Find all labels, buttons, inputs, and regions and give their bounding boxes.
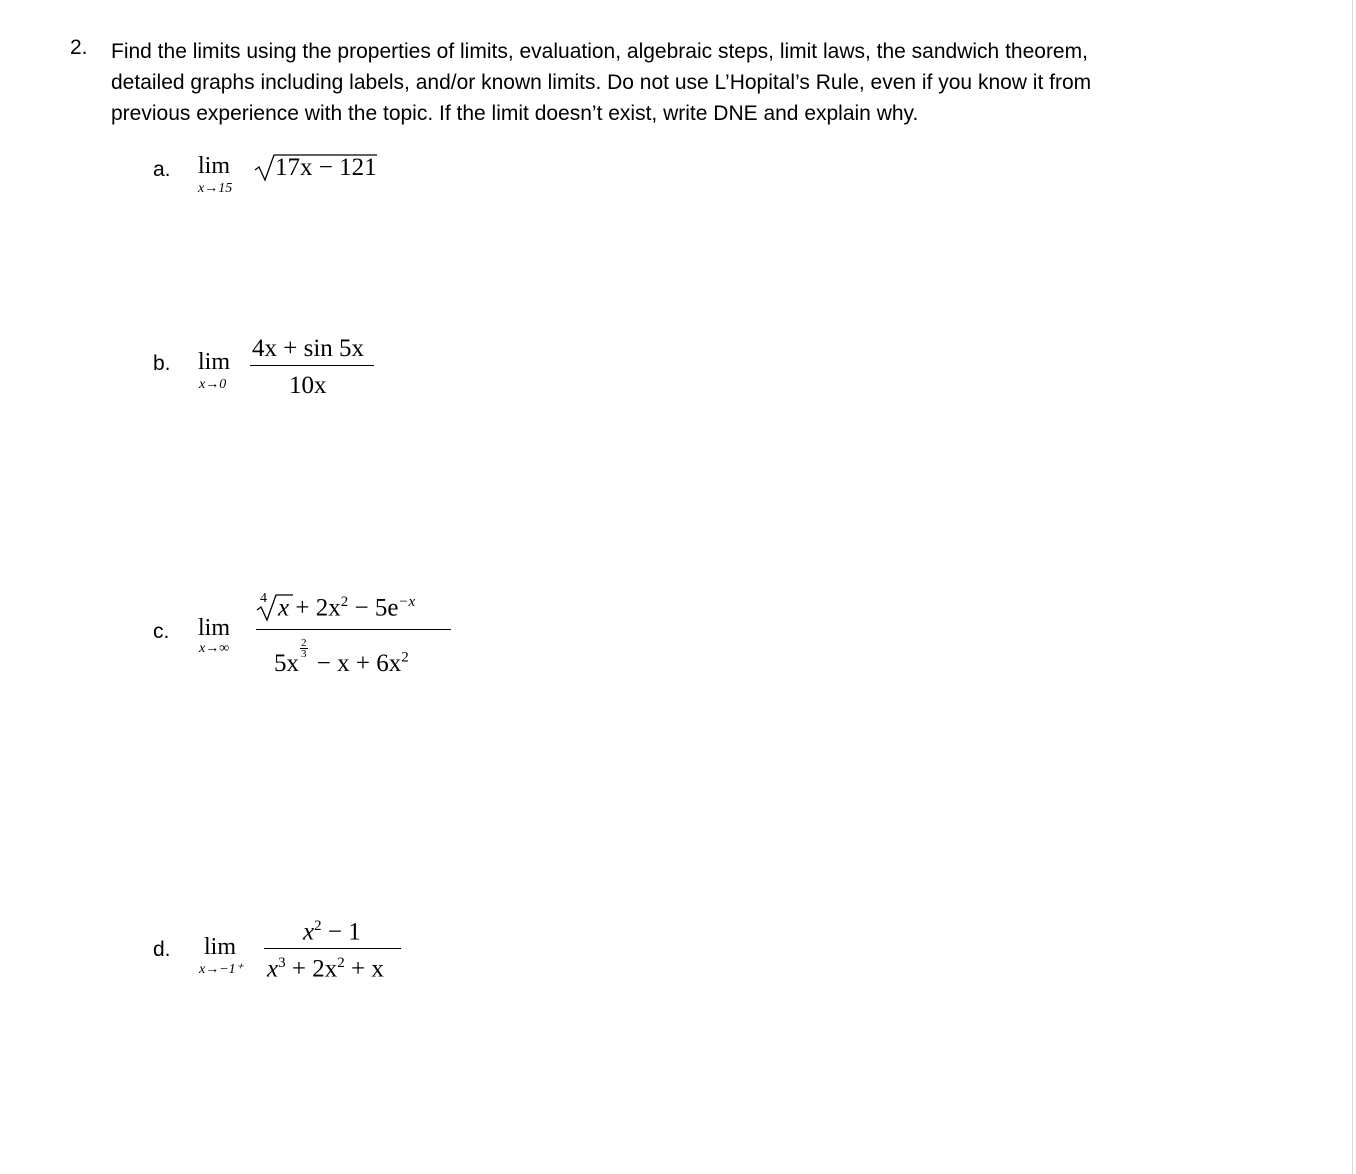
part-c-den-start: 5x <box>274 650 299 677</box>
part-b-label: b. <box>153 352 171 375</box>
instruction-line-1: Find the limits using the properties of limits, evaluation, algebraic steps, limit laws, the sandwich theorem, <box>111 40 1088 63</box>
part-c-numerator <box>278 594 415 622</box>
part-d-label: d. <box>153 938 171 961</box>
part-a-label: a. <box>153 158 171 181</box>
part-c-num-exponent-2: 2 <box>340 594 349 610</box>
part-c-den-exp-num: 2 <box>301 637 307 649</box>
part-c-den-mid: − x + 6x <box>316 650 402 677</box>
part-d-num-end: − 1 <box>327 918 361 946</box>
part-d-den-exponent-3: 3 <box>278 955 286 971</box>
part-c-denominator <box>274 638 409 678</box>
part-c-den-exp-den: 3 <box>301 648 307 660</box>
part-a-radicand: 17x − 121 <box>275 154 377 181</box>
page-edge-rule <box>1352 0 1353 1174</box>
part-d-approach: x→−1⁺ <box>199 962 244 977</box>
part-d-den-end: + x <box>350 955 384 983</box>
part-d-den-mid: + 2x <box>291 955 338 983</box>
part-c-fraction-bar <box>256 629 451 630</box>
part-c-num-exponent: −x <box>398 594 416 610</box>
part-d-denominator <box>267 955 384 983</box>
part-d-den-x: x <box>267 955 279 983</box>
question-instructions <box>111 36 1251 129</box>
part-c-num-mid: + 2x <box>295 594 341 622</box>
part-c-den-exponent-2: 2 <box>401 649 409 666</box>
part-c-num-x: x <box>278 594 290 622</box>
part-c-label: c. <box>153 620 170 643</box>
part-b-denominator: 10x <box>289 372 327 399</box>
part-c-den-exponent-fraction <box>300 638 308 659</box>
part-a-approach: x→15 <box>198 181 233 196</box>
part-c-root-index: 4 <box>260 591 267 606</box>
part-c-lim: lim <box>198 615 231 641</box>
instruction-line-3: previous experience with the topic. If the limit doesn’t exist, write DNE and explain why. <box>111 102 919 125</box>
part-b-fraction-bar <box>250 365 374 366</box>
part-b-approach: x→0 <box>199 377 227 392</box>
instruction-line-2: detailed graphs including labels, and/or known limits. Do not use L’Hopital’s Rule, even if you know it from <box>111 71 1092 94</box>
part-d-num-exponent: 2 <box>314 918 322 934</box>
part-c-num-end: − 5e <box>354 594 399 622</box>
part-d-numerator <box>303 918 361 946</box>
part-d-num-x: x <box>303 918 315 946</box>
part-c-approach: x→∞ <box>199 641 230 656</box>
part-d-lim: lim <box>204 934 237 960</box>
part-d-fraction-bar <box>264 948 401 949</box>
question-number: 2. <box>70 36 88 59</box>
part-b-numerator: 4x + sin 5x <box>252 335 365 362</box>
part-b-lim: lim <box>198 349 231 375</box>
part-a-lim: lim <box>198 153 231 179</box>
part-d-den-exponent-2: 2 <box>337 955 345 971</box>
